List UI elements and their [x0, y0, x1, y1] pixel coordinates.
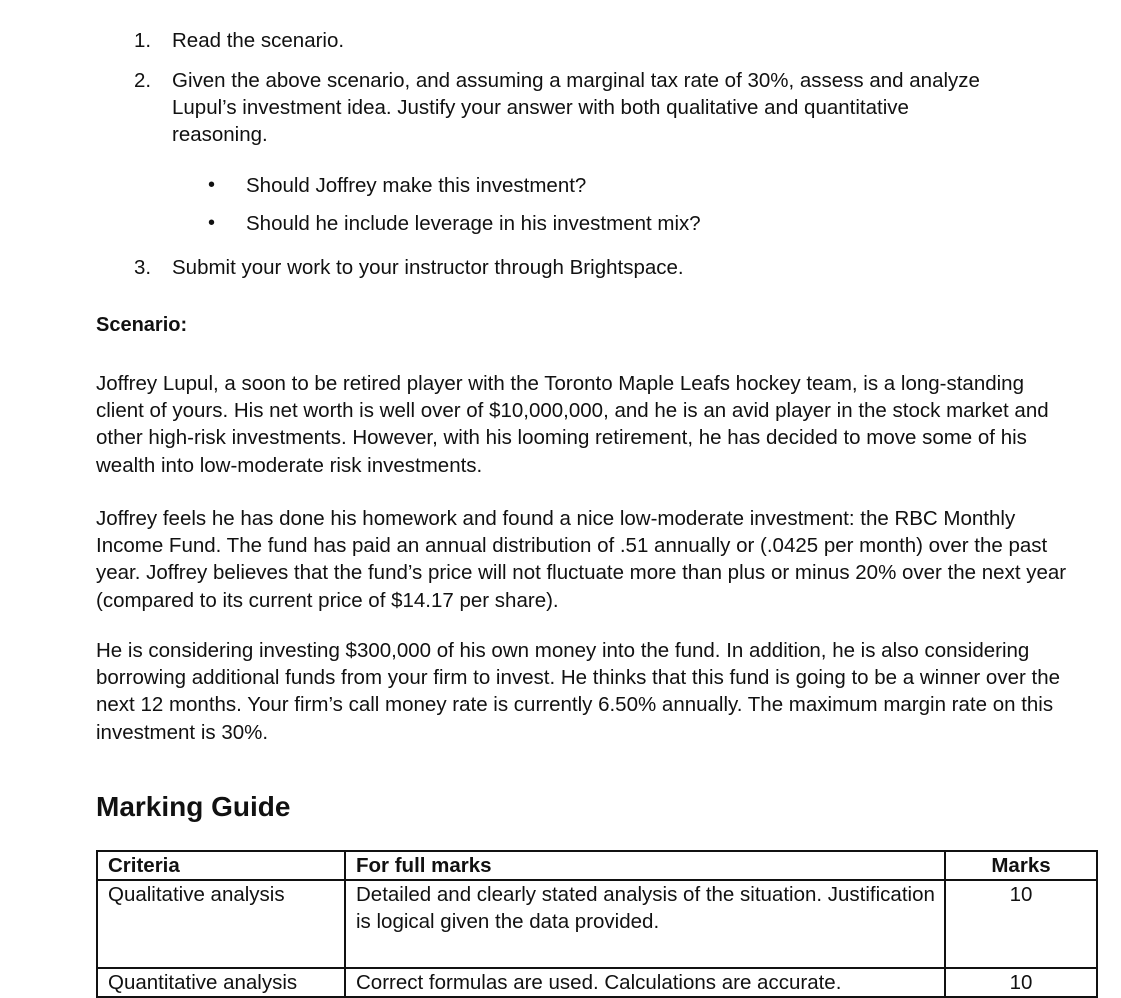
table-row — [97, 880, 1097, 968]
table-header-row — [97, 851, 1097, 880]
criteria-cell: Quantitative analysis — [97, 968, 345, 997]
list-item-text: Read the scenario. — [172, 29, 345, 52]
bullet-text: Should Joffrey make this investment? — [246, 174, 587, 197]
full-marks-cell: Correct formulas are used. Calculations are accurate. — [345, 968, 945, 997]
table-row — [97, 968, 1097, 997]
bullet-item — [208, 172, 1108, 199]
scenario-paragraph: He is considering investing $300,000 of his own money into the fund. In addition, he is also considering borrowing additional funds from your firm to invest. He thinks that this fund is going to be a winner over the next 12 months. Your firm’s call money rate is currently 6.50% annually. The maximum margin rate on this investment is 30%. — [96, 639, 1061, 744]
full-marks-cell: Detailed and clearly stated analysis of the situation. Justification is logical given the data provided. — [345, 880, 945, 968]
instruction-list-step-2 — [134, 67, 994, 148]
list-item-text: Given the above scenario, and assuming a marginal tax rate of 30%, assess and analyze Lupul’s investment idea. Justify your answer with both qualitative and quantitative reasoning. — [172, 69, 980, 146]
instruction-list-step-3 — [134, 254, 1034, 281]
scenario-paragraph: Joffrey Lupul, a soon to be retired player with the Toronto Maple Leafs hockey team, is a long-standing client of yours. His net worth is well over of $10,000,000, and he is an avid player in the stock market and other high-risk investments. However, with his looming retirement, he has decided to move some of his wealth into low-moderate risk investments. — [96, 372, 1049, 477]
criteria-header: Criteria — [97, 851, 345, 880]
list-item — [134, 254, 1034, 281]
question-bullets — [208, 172, 1108, 237]
full-marks-header: For full marks — [345, 851, 945, 880]
marking-guide-title: Marking Guide — [96, 791, 291, 822]
list-number: 1. — [134, 29, 152, 52]
marks-cell: 10 — [945, 968, 1097, 997]
marking-guide-table — [96, 850, 1098, 998]
list-number: 3. — [134, 256, 152, 279]
instruction-list — [134, 27, 1034, 54]
bullet-icon: • — [208, 174, 216, 196]
marks-cell: 10 — [945, 880, 1097, 968]
bullet-text: Should he include leverage in his investment mix? — [246, 212, 701, 235]
bullet-item — [208, 210, 1108, 237]
list-item — [134, 67, 994, 148]
list-number: 2. — [134, 69, 152, 92]
criteria-cell: Qualitative analysis — [97, 880, 345, 968]
bullet-icon: • — [208, 212, 216, 234]
list-item-text: Submit your work to your instructor through Brightspace. — [172, 256, 684, 279]
scenario-heading: Scenario: — [96, 314, 188, 336]
list-item — [134, 27, 1034, 54]
marks-header: Marks — [945, 851, 1097, 880]
scenario-paragraph: Joffrey feels he has done his homework and found a nice low-moderate investment: the RBC Monthly Income Fund. The fund has paid an annual distribution of .51 annually or (.0425 per month) over the past year. Joffrey believes that the fund’s price will not fluctuate more than plus or minus 20% over the next year (compared to its current price of $14.17 per share). — [96, 507, 1067, 612]
